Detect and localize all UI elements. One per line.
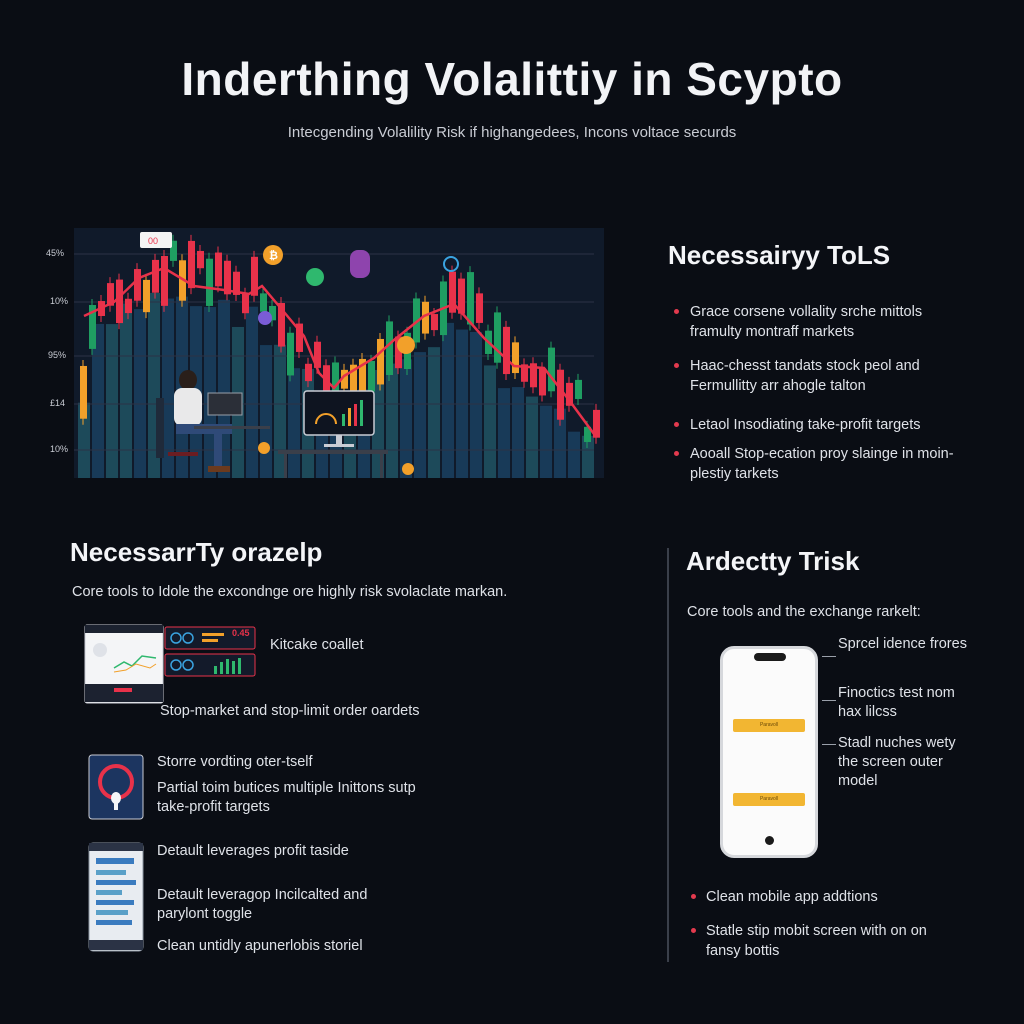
callout-line: [822, 744, 836, 745]
depth-bar: [260, 345, 272, 478]
candle-body: [188, 241, 195, 288]
y-tick-label: 10%: [50, 296, 69, 306]
phone-callout: Finoctics test nom hax lilcss: [838, 685, 955, 720]
risk-description: Core tools and the exchange rarkelt:: [687, 604, 921, 620]
candle-body: [125, 299, 132, 313]
candle-body: [287, 333, 294, 376]
phone-callout: Stadl nuches wety the screen outer model: [838, 735, 956, 789]
coin-icon: [397, 336, 415, 354]
bullet-icon: [691, 928, 696, 933]
y-tick-label: 10%: [50, 444, 69, 454]
oracle-description: Core tools to Idole the excondnge ore highly risk svolaclate markan.: [72, 584, 508, 600]
candle-body: [134, 269, 141, 301]
depth-bar: [484, 365, 496, 478]
candle-body: [503, 327, 510, 374]
risk-bullet: [688, 887, 988, 907]
bullet-icon: [674, 309, 679, 314]
card2-description: Partial toim butices multiple Inittons sutp take-profit targets: [157, 780, 416, 815]
bitcoin-glyph: ₿: [269, 250, 278, 262]
candle-body: [305, 364, 312, 381]
depth-bar: [526, 397, 538, 478]
depth-bar: [498, 388, 510, 478]
bullet-icon: [674, 451, 679, 456]
candle-body: [368, 361, 375, 392]
risk-bullet-text: Statle stip mobit screen with on on fansy bottis: [706, 923, 927, 959]
depth-bar: [400, 359, 412, 478]
tool-item-text: Letaol Insodiating take-profit targets: [690, 417, 921, 433]
y-tick-labels: [46, 248, 68, 454]
tool-item: [668, 444, 968, 484]
candle-body: [80, 366, 87, 419]
candle-body: [539, 368, 546, 395]
candle-body: [494, 312, 501, 362]
candle-body: [116, 280, 123, 323]
page-title: Inderthing Volalittiy in Scypto: [181, 53, 843, 105]
candle-body: [161, 256, 168, 306]
risk-bullet-text: Clean mobile app addtions: [706, 889, 878, 905]
depth-bar: [428, 347, 440, 478]
candle-body: [197, 251, 204, 268]
tool-item-text: Grace corsene vollality srche mittols framulty montraff markets: [690, 304, 923, 340]
candle-body: [575, 380, 582, 399]
section-divider: [667, 548, 669, 962]
tool-item-text: Haac-chesst tandats stock peol and Fermullitty arr ahogle talton: [690, 358, 920, 394]
phone-callout: Sprcel idence frores: [838, 636, 967, 652]
wallet-label: Kitcake coallet: [270, 637, 364, 653]
tool-item-text: Aooall Stop-ecation proy slainge in moin-plestiy tarkets: [690, 446, 954, 482]
bullet-icon: [674, 363, 679, 368]
phone-notch: [754, 653, 786, 661]
card3-line1: Detault leverages profit taside: [157, 843, 349, 859]
depth-bar: [582, 436, 594, 478]
depth-bar: [246, 307, 258, 478]
depth-bar: [442, 323, 454, 478]
candle-body: [476, 293, 483, 323]
leverage-app-icon: [88, 842, 144, 952]
risk-bullet: [688, 921, 958, 961]
candle-body: [206, 259, 213, 306]
tooltip-label: 00: [148, 236, 159, 246]
coin-icon: [350, 250, 370, 278]
oracle-heading: NecessarrTy orazelp: [70, 537, 323, 567]
depth-bar: [568, 432, 580, 478]
tool-item: [668, 302, 968, 342]
candle-body: [143, 280, 150, 312]
y-tick-label: 95%: [48, 350, 67, 360]
depth-bar: [386, 364, 398, 478]
depth-bar: [120, 303, 132, 478]
page-subtitle: Intecgending Volalility Risk if highangedees, Incons voltace securds: [287, 124, 737, 141]
depth-bar: [106, 324, 118, 478]
depth-bar: [288, 368, 300, 478]
depth-bar: [470, 332, 482, 478]
candle-body: [152, 260, 159, 293]
phone-bar: Paravoll: [733, 793, 805, 806]
candle-body: [548, 348, 555, 392]
y-tick-label: 45%: [46, 248, 65, 258]
bullet-icon: [674, 422, 679, 427]
stop-order-card-icon: [88, 754, 144, 820]
phone-home-button: [765, 836, 774, 845]
wallet-screenshot-icon: [84, 624, 164, 704]
candle-body: [386, 321, 393, 375]
callout-line: [822, 656, 836, 657]
card3-line3: Clean untidly apunerlobis storiel: [157, 938, 363, 954]
candle-body: [377, 339, 384, 384]
mobile-phone-mockup: [720, 646, 818, 858]
volatility-illustration: [44, 228, 604, 484]
candle-body: [467, 272, 474, 324]
coin-icon: [402, 463, 414, 475]
y-tick-label: £14: [50, 398, 66, 408]
tools-heading: Necessairyy ToLS: [668, 240, 891, 270]
depth-bar: [134, 309, 146, 478]
card2-title: Storre vordting oter-tself: [157, 754, 313, 770]
coin-icon: [258, 311, 272, 325]
candle-body: [557, 370, 564, 420]
depth-bar: [414, 352, 426, 478]
tool-item: [668, 356, 968, 396]
card3-line2: Detault leveragop Incilcalted and parylont toggle: [157, 887, 368, 922]
mini-value: 0.45: [232, 628, 250, 638]
bullet-icon: [691, 894, 696, 899]
coin-icon: [306, 268, 324, 286]
tool-item: [668, 415, 968, 435]
callout-line: [822, 700, 836, 701]
phone-bar: Paravoll: [733, 719, 805, 732]
candle-body: [260, 293, 267, 311]
wallet-caption: Stop-market and stop-limit order oardets: [160, 703, 420, 719]
candle-body: [215, 253, 222, 287]
depth-bar: [512, 387, 524, 478]
risk-heading: Ardectty Trisk: [686, 546, 860, 576]
candle-body: [512, 342, 519, 373]
coin-icon: [258, 442, 270, 454]
candle-body: [431, 314, 438, 330]
candle-body: [242, 294, 249, 313]
depth-bar: [540, 406, 552, 478]
